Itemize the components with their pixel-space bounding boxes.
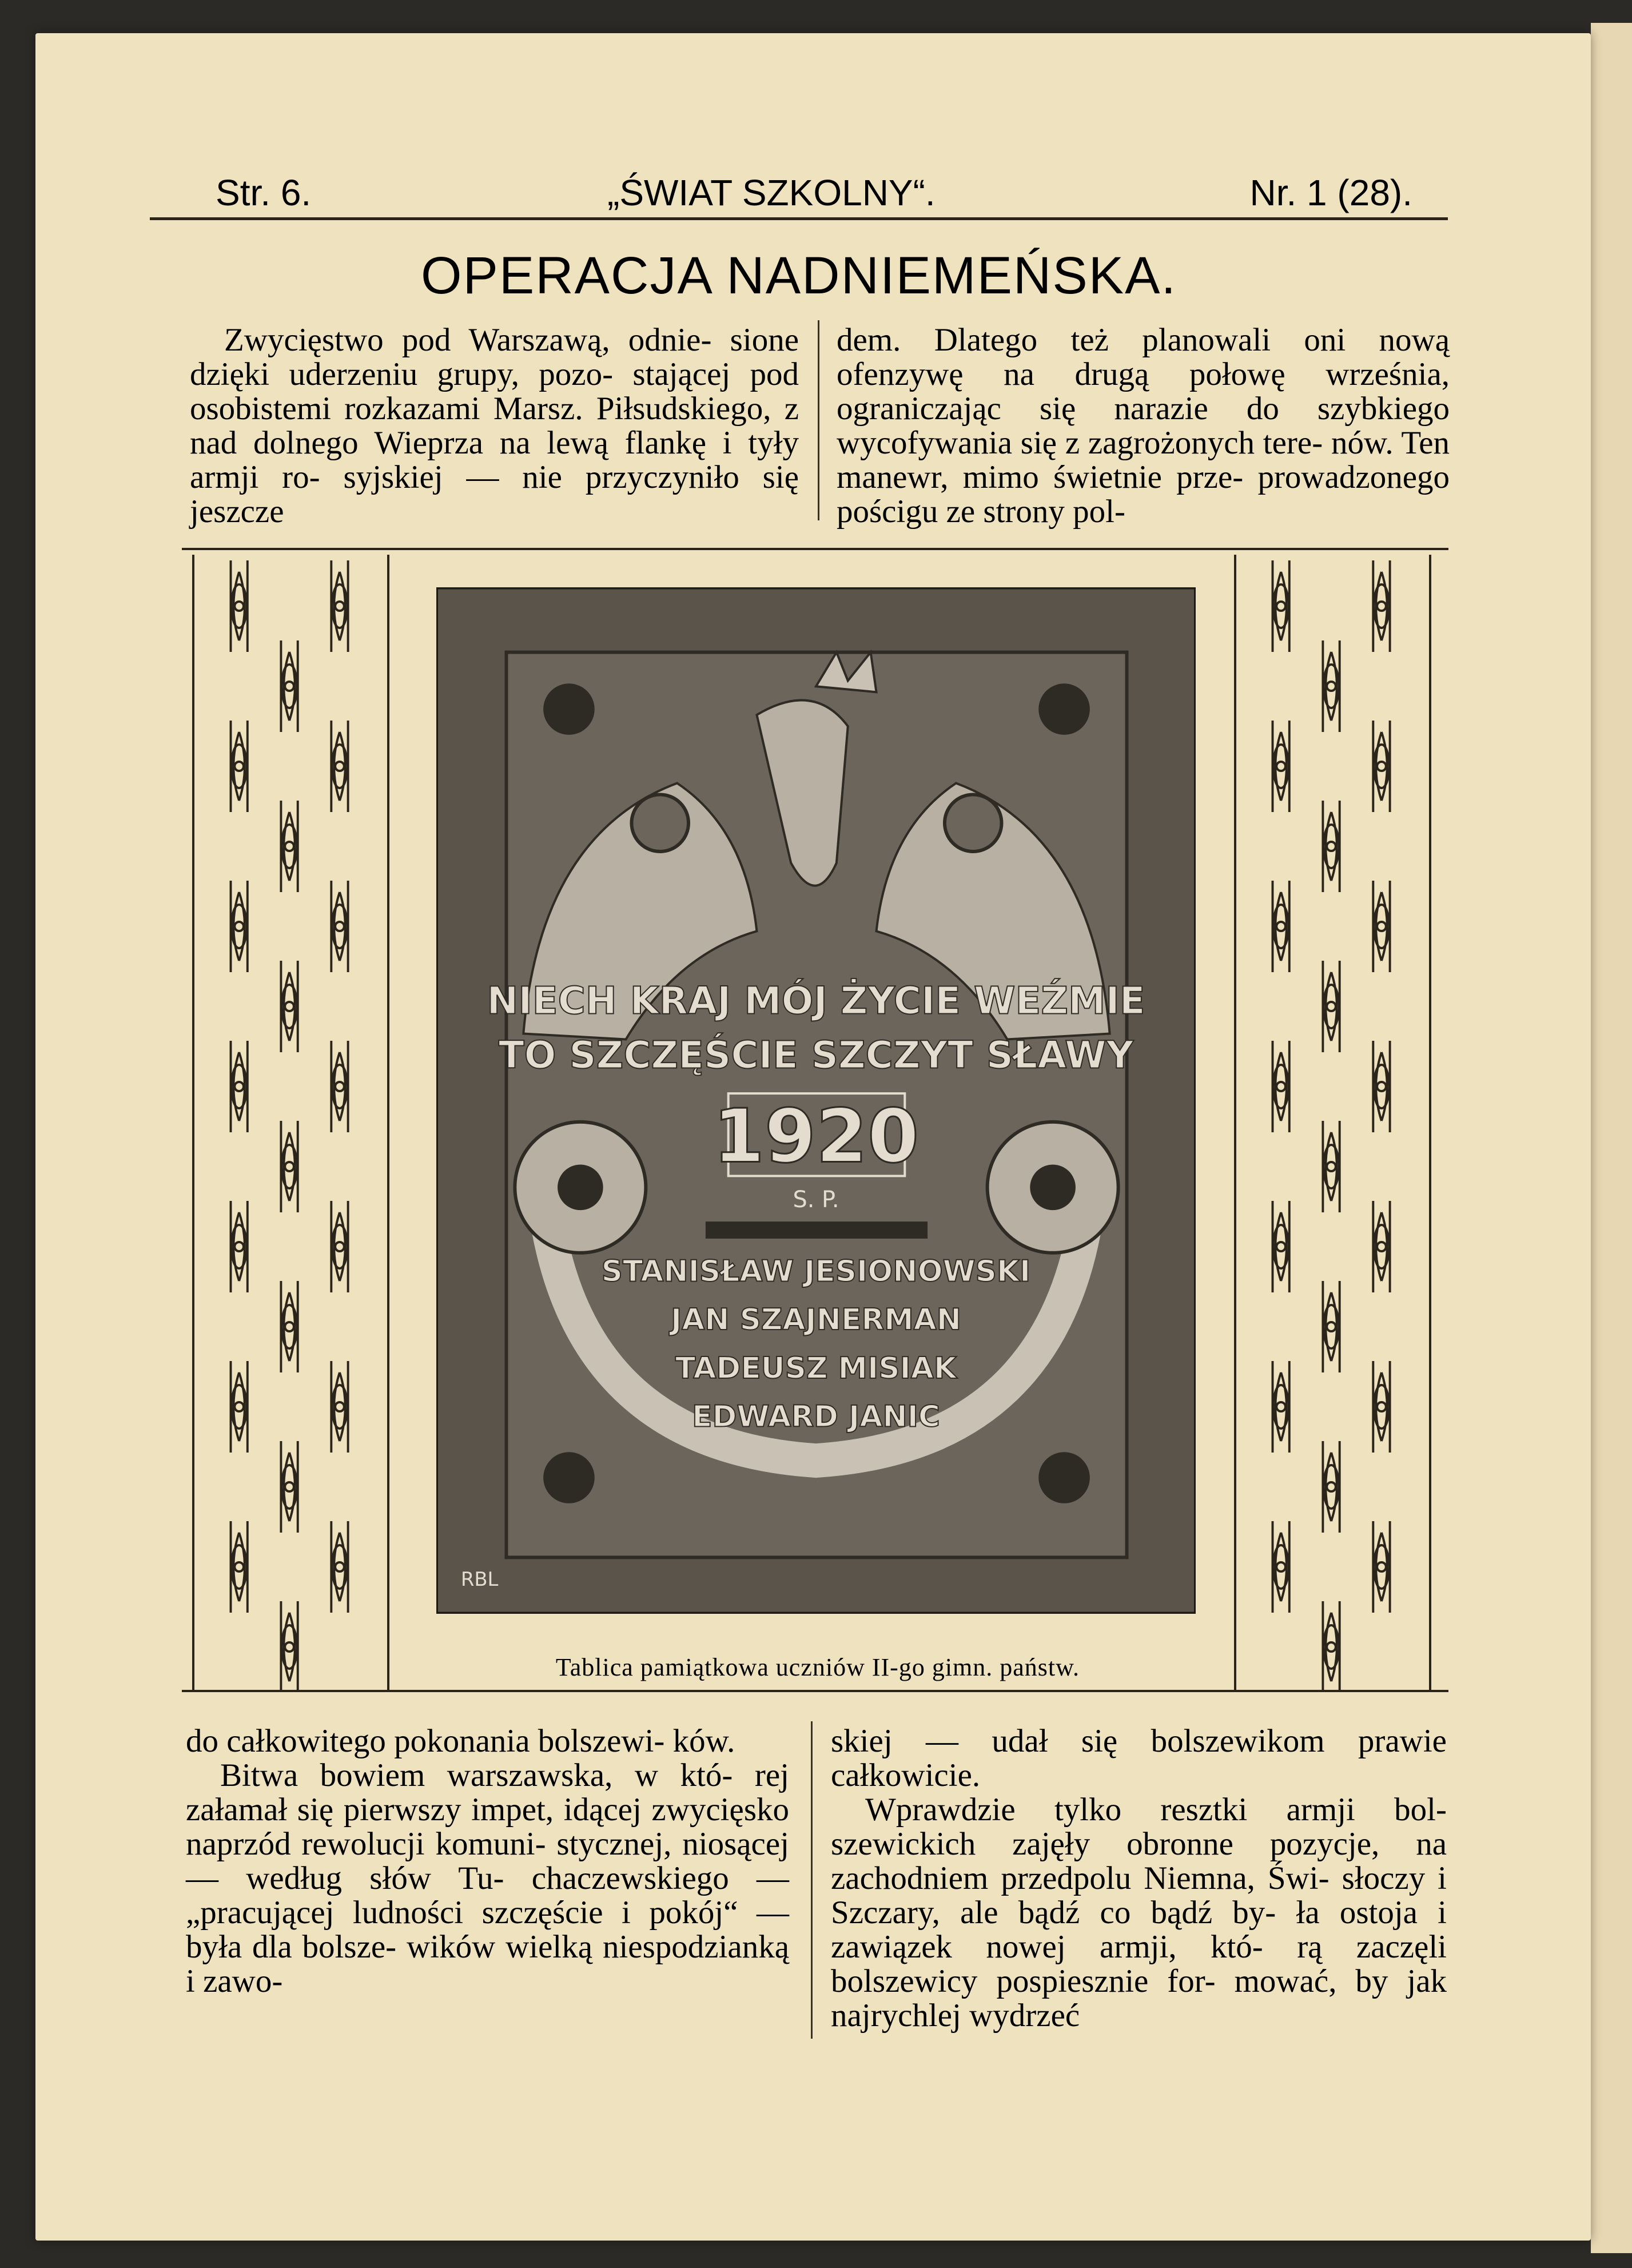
text-line: sione dzięki uderzeniu grupy, pozo- xyxy=(190,322,799,392)
text-line: Bitwa bowiem warszawska, w któ- xyxy=(220,1757,733,1793)
text-column-bottom-right xyxy=(831,1724,1447,2033)
plaque-illustration xyxy=(438,589,1194,1612)
text-line: ograniczając się narazie do szybkiego xyxy=(837,391,1450,427)
figure-top-rule xyxy=(182,548,1448,550)
text-line: ła ostoja i zawiązek nowej armji, któ- xyxy=(831,1895,1447,1965)
text-line: zachodniem przedpolu Niemna, Świ- xyxy=(831,1860,1330,1896)
text-line: Zwycięstwo pod Warszawą, odnie- xyxy=(224,322,712,358)
text-line: Wieprza na lewą flankę i tyły armji ro- xyxy=(190,425,799,495)
column-divider xyxy=(818,320,819,520)
paragraph xyxy=(831,1793,1447,2033)
text-line: stającej pod osobistemi rozkazami xyxy=(190,356,799,427)
text-line: Marsz. Piłsudskiego, z nad dolnego xyxy=(190,391,799,461)
plaque-motto-line: TO SZCZĘŚCIE SZCZYT SŁAWY xyxy=(498,1033,1134,1077)
plaque-year: 1920 xyxy=(712,1093,920,1180)
text-line: ofenzywę na drugą połowę września, xyxy=(837,356,1450,392)
ornament-border-left xyxy=(192,555,389,1690)
issue-number: Nr. 1 (28). xyxy=(1249,172,1412,213)
paragraph xyxy=(837,323,1450,529)
figure-bottom-rule xyxy=(182,1690,1448,1692)
text-line: mować, by jak najrychlej wydrzeć xyxy=(831,1963,1447,2034)
figure-caption: Tablica pamiątkowa uczniów II-go gimn. państw. xyxy=(555,1653,1080,1681)
photo-engraver-mark: RBL xyxy=(460,1568,499,1591)
text-line: zwycięsko naprzód rewolucji komuni- xyxy=(186,1792,790,1862)
running-header xyxy=(150,172,1448,220)
rivet-icon xyxy=(1038,1452,1090,1503)
text-line: ków. xyxy=(672,1723,735,1759)
text-line: chaczewskiego — „pracującej ludności xyxy=(186,1860,790,1931)
plaque-name: TADEUSZ MISIAK xyxy=(675,1351,957,1386)
text-line: skiej — udał się bolszewikom prawie xyxy=(831,1723,1447,1759)
ornament-pattern-left xyxy=(194,555,387,1690)
page-number: Str. 6. xyxy=(216,172,312,213)
article-title: OPERACJA NADNIEMEŃSKA. xyxy=(420,246,1177,305)
rivet-icon xyxy=(543,1452,595,1503)
journal-title: „ŚWIAT SZKOLNY“. xyxy=(607,172,936,213)
text-column-top-left xyxy=(190,323,799,529)
text-line: stycznej, niosącej — według słów Tu- xyxy=(186,1826,789,1896)
text-line: szewickich zajęły obronne pozycje, na xyxy=(831,1826,1447,1862)
paragraph xyxy=(186,1724,789,1758)
text-line: rą zaczęli bolszewicy pospiesznie for- xyxy=(831,1929,1447,1999)
plaque-motto-line: NIECH KRAJ MÓJ ŻYCIE WEŹMIE xyxy=(487,979,1145,1023)
column-divider xyxy=(811,1721,813,2039)
text-line: prowadzonego pościgu ze strony pol- xyxy=(837,459,1450,530)
text-line: Wprawdzie tylko resztki armji bol- xyxy=(865,1792,1447,1828)
next-page-edge xyxy=(1591,23,1632,2253)
text-line: rej załamał się pierwszy impet, idącej xyxy=(186,1757,789,1828)
text-column-bottom-left xyxy=(186,1724,789,1999)
text-line: dem. Dlatego też planowali oni nową xyxy=(837,322,1450,358)
paragraph xyxy=(831,1724,1447,1793)
rivet-icon xyxy=(1038,683,1090,735)
ornament-pattern-right xyxy=(1236,555,1429,1690)
text-line: do całkowitego pokonania bolszewi- xyxy=(186,1723,665,1759)
text-line: całkowicie. xyxy=(831,1757,981,1793)
plaque-name: EDWARD JANIC xyxy=(692,1399,940,1434)
rivet-icon xyxy=(543,683,595,735)
plaque-name: STANISŁAW JESIONOWSKI xyxy=(601,1254,1031,1289)
paragraph xyxy=(186,1758,789,1999)
plaque-name: JAN SZAJNERMAN xyxy=(670,1303,962,1338)
text-line: syjskiej — nie przyczyniło się jeszcze xyxy=(190,459,799,530)
ornament-border-right xyxy=(1234,555,1431,1690)
text-line: wycofywania się z zagrożonych tere- xyxy=(837,425,1323,461)
text-line: szczęście i pokój“ — była dla bolsze- xyxy=(186,1895,789,1965)
memorial-plaque-photo xyxy=(436,587,1196,1614)
text-column-top-right xyxy=(837,323,1450,529)
text-line: wików wielką niespodzianką i zawo- xyxy=(186,1929,790,1999)
text-line: słoczy i Szczary, ale bądź co bądź by- xyxy=(831,1860,1447,1931)
paragraph xyxy=(190,323,799,529)
text-line: nów. Ten manewr, mimo świetnie prze- xyxy=(837,425,1450,495)
plaque-initials: S. P. xyxy=(793,1187,839,1213)
